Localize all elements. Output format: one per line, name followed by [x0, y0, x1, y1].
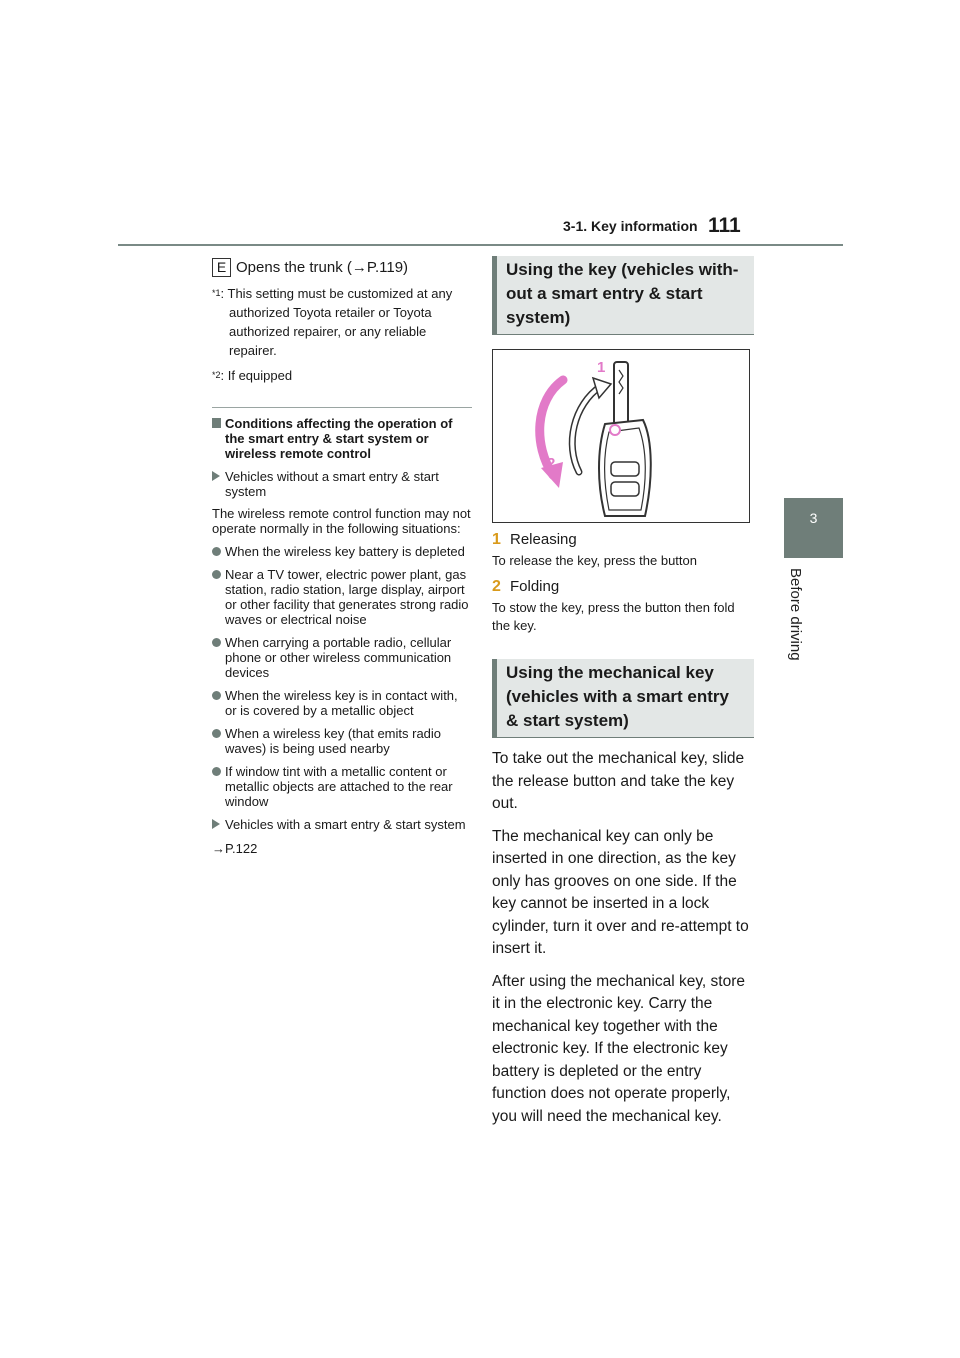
- section-heading-line: Using the mechanical key: [506, 663, 714, 682]
- without-heading-text: Vehicles without a smart entry & start system: [225, 469, 439, 499]
- chapter-number: 3: [809, 510, 818, 526]
- circle-bullet-icon: [212, 638, 221, 647]
- triangle-bullet-icon: [212, 819, 220, 829]
- footnote-text: : If equipped: [220, 368, 293, 383]
- fob-button-icon: [611, 482, 639, 496]
- chapter-tab[interactable]: [784, 498, 843, 558]
- circle-bullet-icon: [212, 691, 221, 700]
- page-reference-link[interactable]: →P.122: [212, 841, 258, 856]
- conditions-heading: [212, 416, 472, 461]
- body-paragraph: After using the mechanical key, store it in the electronic key. Carry the mechanical key together with the electronic key. If the electronic key battery is depleted or the entry function does not operate properly, you will need the mechanical key.: [492, 972, 746, 1125]
- circle-bullet-icon: [212, 767, 221, 776]
- page-number: 111: [708, 214, 741, 237]
- list-item: [212, 726, 472, 756]
- release-button-icon: [610, 425, 620, 435]
- step-title: Releasing: [510, 531, 577, 548]
- section-heading-line: Using the key (vehicles with-: [506, 260, 739, 279]
- right-column: [492, 256, 754, 1128]
- footnote-text: : This setting must be customized at any authorized Toyota retailer or Toyota authorized repairer, or any reliable repairer.: [220, 286, 453, 358]
- chapter-label: [785, 568, 809, 698]
- step-title: Folding: [510, 578, 560, 595]
- section-heading-line: system): [506, 308, 571, 327]
- e-item: [212, 256, 472, 278]
- chapter-label-text: Before driving: [787, 568, 804, 661]
- footnote-2: [212, 366, 472, 385]
- without-heading: [212, 469, 472, 499]
- circle-bullet-icon: [212, 570, 221, 579]
- key-blade-icon: [614, 362, 628, 428]
- list-item-text: If window tint with a metallic content or metallic objects are attached to the rear window: [225, 764, 453, 809]
- fob-button-icon: [611, 462, 639, 476]
- divider: [212, 407, 472, 408]
- step-number: 1: [492, 531, 501, 548]
- section-title: 3-1. Key information: [563, 218, 698, 234]
- header-rule: [118, 244, 843, 246]
- figure-label-2: 2: [547, 455, 556, 472]
- e-marker: E: [212, 258, 231, 277]
- step-description: To stow the key, press the button then fold the key.: [492, 600, 735, 633]
- list-item-text: When the wireless key battery is depleted: [225, 544, 465, 559]
- footnote-mark: *2: [212, 370, 221, 380]
- step-item: [492, 578, 754, 596]
- section-heading-mechanical-key: [492, 659, 754, 738]
- step-item: [492, 531, 754, 549]
- triangle-bullet-icon: [212, 471, 220, 481]
- section-heading-line: & start system): [506, 711, 629, 730]
- step-number: 2: [492, 578, 501, 595]
- list-item: [212, 764, 472, 809]
- list-item-text: Near a TV tower, electric power plant, gas station, radio station, large display, airport or other facility that generates strong radio waves or electrical noise: [225, 567, 469, 627]
- e-item-text: Opens the trunk (→P.119): [236, 258, 409, 276]
- with-heading-text: Vehicles with a smart entry & start system: [225, 817, 466, 832]
- square-bullet-icon: [212, 418, 221, 428]
- circle-bullet-icon: [212, 729, 221, 738]
- list-item: [212, 567, 472, 627]
- list-item-text: When a wireless key (that emits radio waves) is being used nearby: [225, 726, 442, 756]
- list-item: [212, 688, 472, 718]
- with-heading: [212, 817, 472, 832]
- key-drawing: [493, 350, 749, 522]
- footnote-mark: *1: [212, 288, 221, 298]
- section-heading-line: (vehicles with a smart entry: [506, 687, 729, 706]
- list-item: [212, 544, 472, 559]
- list-item-text: When the wireless key is in contact with, or is covered by a metallic object: [225, 688, 458, 718]
- body-paragraph: The mechanical key can only be inserted in one direction, as the key only has grooves on one side. If the key cannot be inserted in a lock cylinder, turn it over and re-attempt to insert it.: [492, 827, 749, 957]
- figure-label-1: 1: [597, 359, 606, 376]
- list-item: [212, 635, 472, 680]
- release-arrowhead-icon: [593, 378, 611, 398]
- list-item-text: When carrying a portable radio, cellular phone or other wireless communication devices: [225, 635, 452, 680]
- footnote-1: [212, 284, 472, 360]
- section-heading-key: [492, 256, 754, 335]
- key-illustration: [492, 349, 750, 523]
- step-description: To release the key, press the button: [492, 553, 697, 568]
- conditions-heading-text: Conditions affecting the operation of the smart entry & start system or wireless remote control: [225, 416, 453, 461]
- intro-text: The wireless remote control function may not operate normally in the following situations:: [212, 506, 471, 536]
- left-column: [212, 256, 472, 856]
- section-heading-line: out a smart entry & start: [506, 284, 703, 303]
- circle-bullet-icon: [212, 547, 221, 556]
- body-paragraph: To take out the mechanical key, slide the release button and take the key out.: [492, 750, 745, 812]
